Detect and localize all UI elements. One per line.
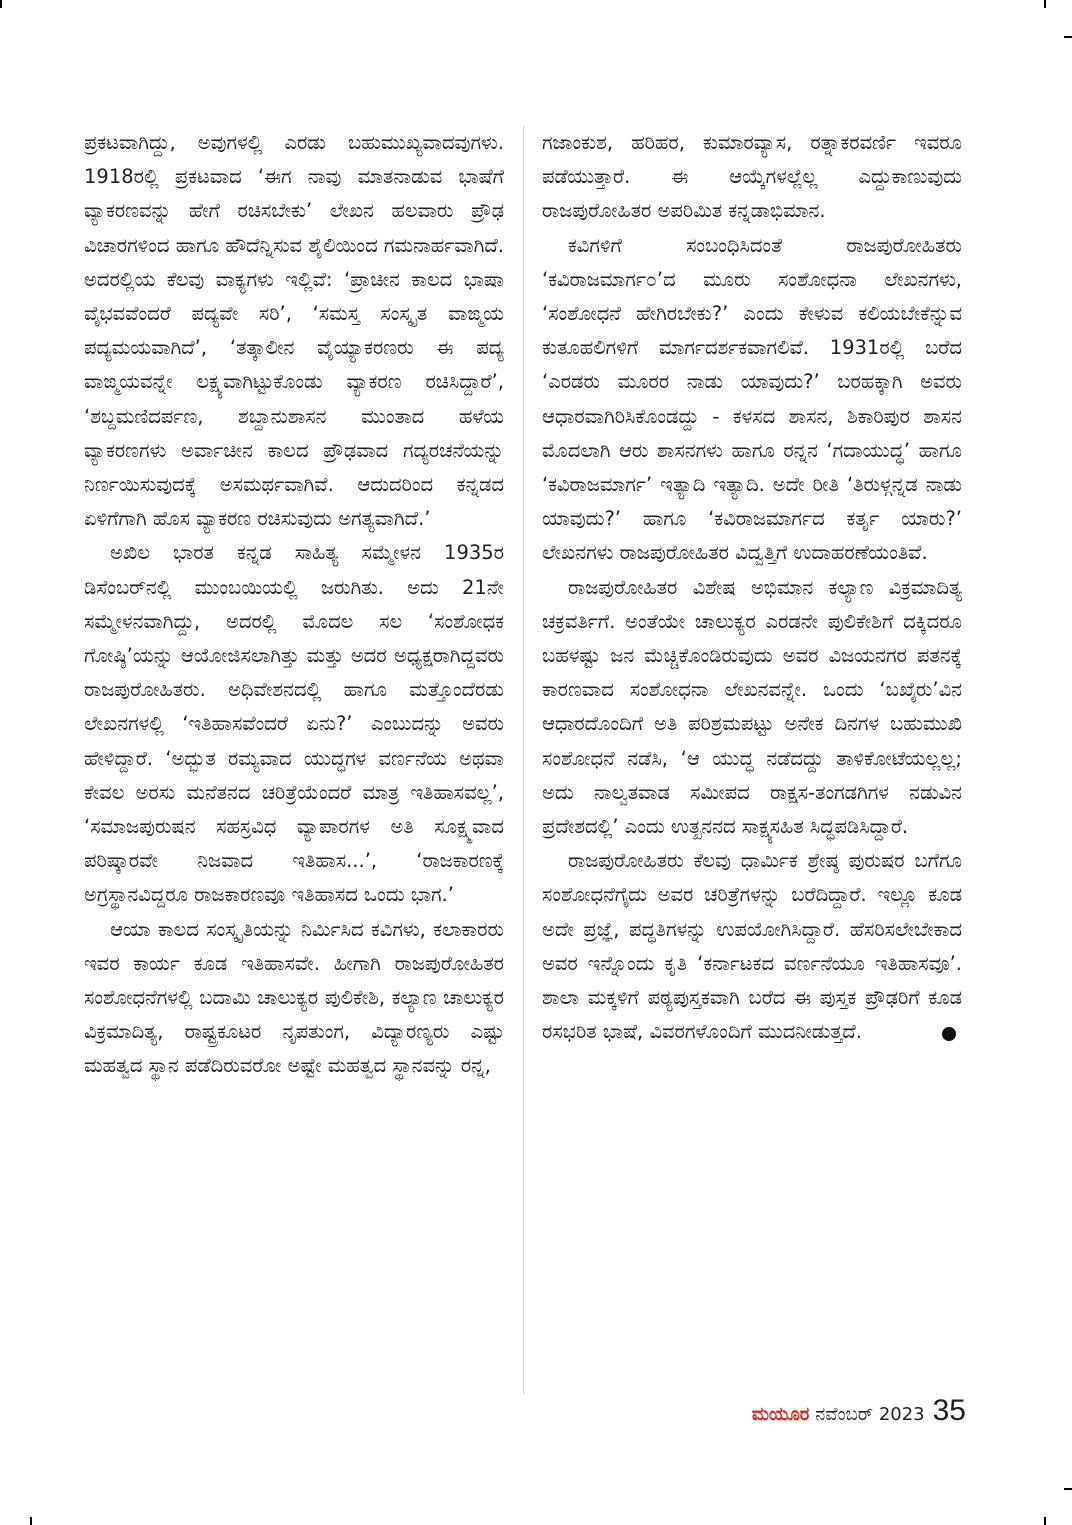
paragraph-text: ರಾಜಪುರೋಹಿತರು ಕೆಲವು ಧಾರ್ಮಿಕ ಶ್ರೇಷ್ಠ ಪುರುಷರ ಬಗೆಗೂ ಸಂಶೋಧನೆಗೈದು ಅವರ ಚರಿತ್ರೆಗಳನ್ನು ಬರೆದಿದ್ದಾರೆ. ಇಲ್ಲೂ ಕೂಡ ಅದೇ ಪ್ರಜ್ಞೆ, ಪದ್ಧತಿಗಳನ್ನು ಉಪಯೋಗಿಸಿದ್ದಾರೆ. ಹೆಸರಿಸಲೇಬೇಕಾದ ಅವರ ಇನ್ನೊಂದು ಕೃತಿ ‘ಕರ್ನಾಟಕದ ವರ್ಣನೆಯೂ ಇತಿಹಾಸವೂ’. ಶಾಲಾ ಮಕ್ಕಳಿಗೆ ಪಠ್ಯಪುಸ್ತಕವಾಗಿ ಬರೆದ ಈ ಪುಸ್ತಕ ಪ್ರೌಢರಿಗೆ ಕೂಡ ರಸಭರಿತ ಭಾಷೆ, ವಿವರಗಳೊಂದಿಗೆ ಮುದನೀಡುತ್ತದೆ.: [542, 849, 962, 1044]
issue-date: ನವೆಂಬರ್ 2023: [815, 1404, 925, 1425]
magazine-logo: ಮಯೂರ: [751, 1404, 810, 1425]
page-footer: [700, 1394, 966, 1430]
article-body: [84, 126, 966, 1396]
crop-mark-right-bottom: [1064, 1488, 1072, 1490]
crop-mark-bottom-right: [1044, 1517, 1046, 1525]
crop-mark-bottom-left: [30, 1517, 32, 1525]
crop-mark-top-left: [0, 0, 2, 8]
paragraph: ಅಖಿಲ ಭಾರತ ಕನ್ನಡ ಸಾಹಿತ್ಯ ಸಮ್ಮೇಳನ 1935ರ ಡಿಸೆಂಬರ್‌ನಲ್ಲಿ ಮುಂಬಯಿಯಲ್ಲಿ ಜರುಗಿತು. ಅದು 21ನೇ ಸಮ್ಮೇಳನವಾಗಿದ್ದು, ಅದರಲ್ಲಿ ಮೊದಲ ಸಲ ‘ಸಂಶೋಧಕ ಗೋಷ್ಠಿ’ಯನ್ನು ಆಯೋಜಿಸಲಾಗಿತ್ತು ಮತ್ತು ಅದರ ಅಧ್ಯಕ್ಷರಾಗಿದ್ದವರು ರಾಜಪುರೋಹಿತರು. ಅಧಿವೇಶನದಲ್ಲಿ ಹಾಗೂ ಮತ್ತೊಂದೆರಡು ಲೇಖನಗಳಲ್ಲಿ ‘ಇತಿಹಾಸವೆಂದರೆ ಏನು?’ ಎಂಬುದನ್ನು ಅವರು ಹೇಳಿದ್ದಾರೆ. ‘ಅದ್ಭುತ ರಮ್ಯವಾದ ಯುದ್ಧಗಳ ವರ್ಣನೆಯ ಅಥವಾ ಕೇವಲ ಅರಸು ಮನೆತನದ ಚರಿತ್ರೆಯೆಂದರೆ ಮಾತ್ರ ಇತಿಹಾಸವಲ್ಲ’, ‘ಸಮಾಜಪುರುಷನ ಸಹಸ್ರವಿಧ ವ್ಯಾಪಾರಗಳ ಅತಿ ಸೂಕ್ಷ್ಮವಾದ ಪರಿಷ್ಕಾರವೇ ನಿಜವಾದ ಇತಿಹಾಸ...’, ‘ರಾಜಕಾರಣಕ್ಕೆ ಅಗ್ರಸ್ಥಾನವಿದ್ದರೂ ರಾಜಕಾರಣವೂ ಇತಿಹಾಸದ ಒಂದು ಭಾಗ.’: [84, 541, 504, 907]
column-left: [84, 126, 504, 1084]
paragraph: ಗಜಾಂಕುಶ, ಹರಿಹರ, ಕುಮಾರವ್ಯಾಸ, ರತ್ನಾಕರವರ್ಣಿ ಇವರೂ ಪಡೆಯುತ್ತಾರೆ. ಈ ಆಯ್ಕೆಗಳಲ್ಲೆಲ್ಲ ಎದ್ದುಕಾಣುವುದು ರಾಜಪುರೋಹಿತರ ಅಪರಿಮಿತ ಕನ್ನಡಾಭಿಮಾನ.: [542, 131, 962, 223]
column-divider: [523, 126, 524, 1394]
page-number: 35: [932, 1394, 966, 1427]
paragraph: ರಾಜಪುರೋಹಿತರ ವಿಶೇಷ ಅಭಿಮಾನ ಕಲ್ಯಾಣ ವಿಕ್ರಮಾದಿತ್ಯ ಚಕ್ರವರ್ತಿಗೆ. ಅಂತೆಯೇ ಚಾಲುಕ್ಯರ ಎರಡನೇ ಪುಲಿಕೇಶಿಗೆ ದಕ್ಕಿದರೂ ಬಹಳಷ್ಟು ಜನ ಮೆಚ್ಚಿಕೊಂಡಿರುವುದು ಅವರ ವಿಜಯನಗರ ಪತನಕ್ಕೆ ಕಾರಣವಾದ ಸಂಶೋಧನಾ ಲೇಖನವನ್ನೇ. ಒಂದು ‘ಬಖೈರು’ವಿನ ಆಧಾರದೊಂದಿಗೆ ಅತಿ ಪರಿಶ್ರಮಪಟ್ಟು ಅನೇಕ ದಿನಗಳ ಬಹುಮುಖಿ ಸಂಶೋಧನೆ ನಡೆಸಿ, ‘ಆ ಯುದ್ಧ ನಡೆದದ್ದು ತಾಳಿಕೋಟೆಯಲ್ಲಲ್ಲ; ಅದು ನಾಲ್ವತವಾಡ ಸಮೀಪದ ರಾಕ್ಷಸ-ತಂಗಡಗಿಗಳ ನಡುವಿನ ಪ್ರದೇಶದಲ್ಲಿ’ ಎಂದು ಉತ್ಖನನದ ಸಾಕ್ಷ್ಯಸಹಿತ ಸಿದ್ಧಪಡಿಸಿದ್ದಾರೆ.: [542, 575, 962, 839]
column-right: [542, 126, 962, 1049]
paragraph: ಕವಿಗಳಿಗೆ ಸಂಬಂಧಿಸಿದಂತೆ ರಾಜಪುರೋಹಿತರು ‘ಕವಿರಾಜಮಾರ್ಗ೦’ದ ಮೂರು ಸಂಶೋಧನಾ ಲೇಖನಗಳು, ‘ಸಂಶೋಧನೆ ಹೇಗಿರಬೇಕು?’ ಎಂದು ಕೇಳುವ ಕಲಿಯಬೇಕೆನ್ನುವ ಕುತೂಹಲಿಗಳಿಗೆ ಮಾರ್ಗದರ್ಶಕವಾಗಲಿವೆ. 1931ರಲ್ಲಿ ಬರೆದ ‘ಎರಡರು ಮೂರರ ನಾಡು ಯಾವುದು?’ ಬರಹಕ್ಕಾಗಿ ಅವರು ಆಧಾರವಾಗಿರಿಸಿಕೊಂಡದ್ದು - ಕಳಸದ ಶಾಸನ, ಶಿಕಾರಿಪುರ ಶಾಸನ ಮೊದಲಾಗಿ ಆರು ಶಾಸನಗಳು ಹಾಗೂ ರನ್ನನ ‘ಗದಾಯುದ್ಧ’ ಹಾಗೂ ‘ಕವಿರಾಜಮಾರ್ಗ’ ಇತ್ಯಾದಿ ಇತ್ಯಾದಿ. ಅದೇ ರೀತಿ ‘ತಿರುಳ್ಗನ್ನಡ ನಾಡು ಯಾವುದು?’ ಹಾಗೂ ‘ಕವಿರಾಜಮಾರ್ಗದ ಕರ್ತೃ ಯಾರು?’ ಲೇಖನಗಳು ರಾಜಪುರೋಹಿತರ ವಿದ್ವತ್ತಿಗೆ ಉದಾಹರಣೆಯಂತಿವೆ.: [542, 233, 962, 565]
end-mark-icon: [942, 1027, 956, 1041]
crop-mark-top-right: [1044, 0, 1046, 8]
paragraph-last: [542, 844, 962, 1049]
paragraph: ಪ್ರಕಟವಾಗಿದ್ದು, ಅವುಗಳಲ್ಲಿ ಎರಡು ಬಹುಮುಖ್ಯವಾದವುಗಳು. 1918ರಲ್ಲಿ ಪ್ರಕಟವಾದ ‘ಈಗ ನಾವು ಮಾತನಾಡುವ ಭಾಷೆಗೆ ವ್ಯಾಕರಣವನ್ನು ಹೇಗೆ ರಚಿಸಬೇಕು’ ಲೇಖನ ಹಲವಾರು ಪ್ರೌಢ ವಿಚಾರಗಳಿಂದ ಹಾಗೂ ಹೌದೆನ್ನಿಸುವ ಶೈಲಿಯಿಂದ ಗಮನಾರ್ಹವಾಗಿದೆ. ಅದರಲ್ಲಿಯ ಕೆಲವು ವಾಕ್ಯಗಳು ಇಲ್ಲಿವೆ: ‘ಪ್ರಾಚೀನ ಕಾಲದ ಭಾಷಾ ವೈಭವವೆಂದರೆ ಪದ್ಯವೇ ಸರಿ’, ‘ಸಮಸ್ತ ಸಂಸ್ಕೃತ ವಾಙ್ಮಯ ಪದ್ಯಮಯವಾಗಿದೆ’, ‘ತತ್ಕಾಲೀನ ವೈಯ್ಯಾಕರಣರು ಈ ಪದ್ಯ ವಾಙ್ಮಯವನ್ನೇ ಲಕ್ಷ್ಯವಾಗಿಟ್ಟುಕೊಂಡು ವ್ಯಾಕರಣ ರಚಿಸಿದ್ದಾರೆ’, ‘ಶಬ್ದಮಣಿದರ್ಪಣ, ಶಬ್ದಾನುಶಾಸನ ಮುಂತಾದ ಹಳೆಯ ವ್ಯಾಕರಣಗಳು ಅರ್ವಾಚೀನ ಕಾಲದ ಪ್ರೌಢವಾದ ಗದ್ಯರಚನೆಯನ್ನು ನಿರ್ಣಯಿಸುವುದಕ್ಕೆ ಅಸಮರ್ಥವಾಗಿವೆ. ಆದುದರಿಂದ ಕನ್ನಡದ ಏಳಿಗೆಗಾಗಿ ಹೊಸ ವ್ಯಾಕರಣ ರಚಿಸುವುದು ಅಗತ್ಯವಾಗಿದೆ.’: [84, 131, 504, 531]
crop-mark-right-top: [1064, 36, 1072, 38]
paragraph: ಆಯಾ ಕಾಲದ ಸಂಸ್ಕೃತಿಯನ್ನು ನಿರ್ಮಿಸಿದ ಕವಿಗಳು, ಕಲಾಕಾರರು ಇವರ ಕಾರ್ಯ ಕೂಡ ಇತಿಹಾಸವೇ. ಹೀಗಾಗಿ ರಾಜಪುರೋಹಿತರ ಸಂಶೋಧನೆಗಳಲ್ಲಿ ಬದಾಮಿ ಚಾಲುಕ್ಯರ ಪುಲಿಕೇಶಿ, ಕಲ್ಯಾಣ ಚಾಲುಕ್ಯರ ವಿಕ್ರಮಾದಿತ್ಯ, ರಾಷ್ಟ್ರಕೂಟರ ನೃಪತುಂಗ, ವಿದ್ಯಾರಣ್ಯರು ಎಷ್ಟು ಮಹತ್ವದ ಸ್ಥಾನ ಪಡೆದಿರುವರೋ ಅಷ್ಟೇ ಮಹತ್ವದ ಸ್ಥಾನವನ್ನು ರನ್ನ,: [84, 917, 504, 1078]
